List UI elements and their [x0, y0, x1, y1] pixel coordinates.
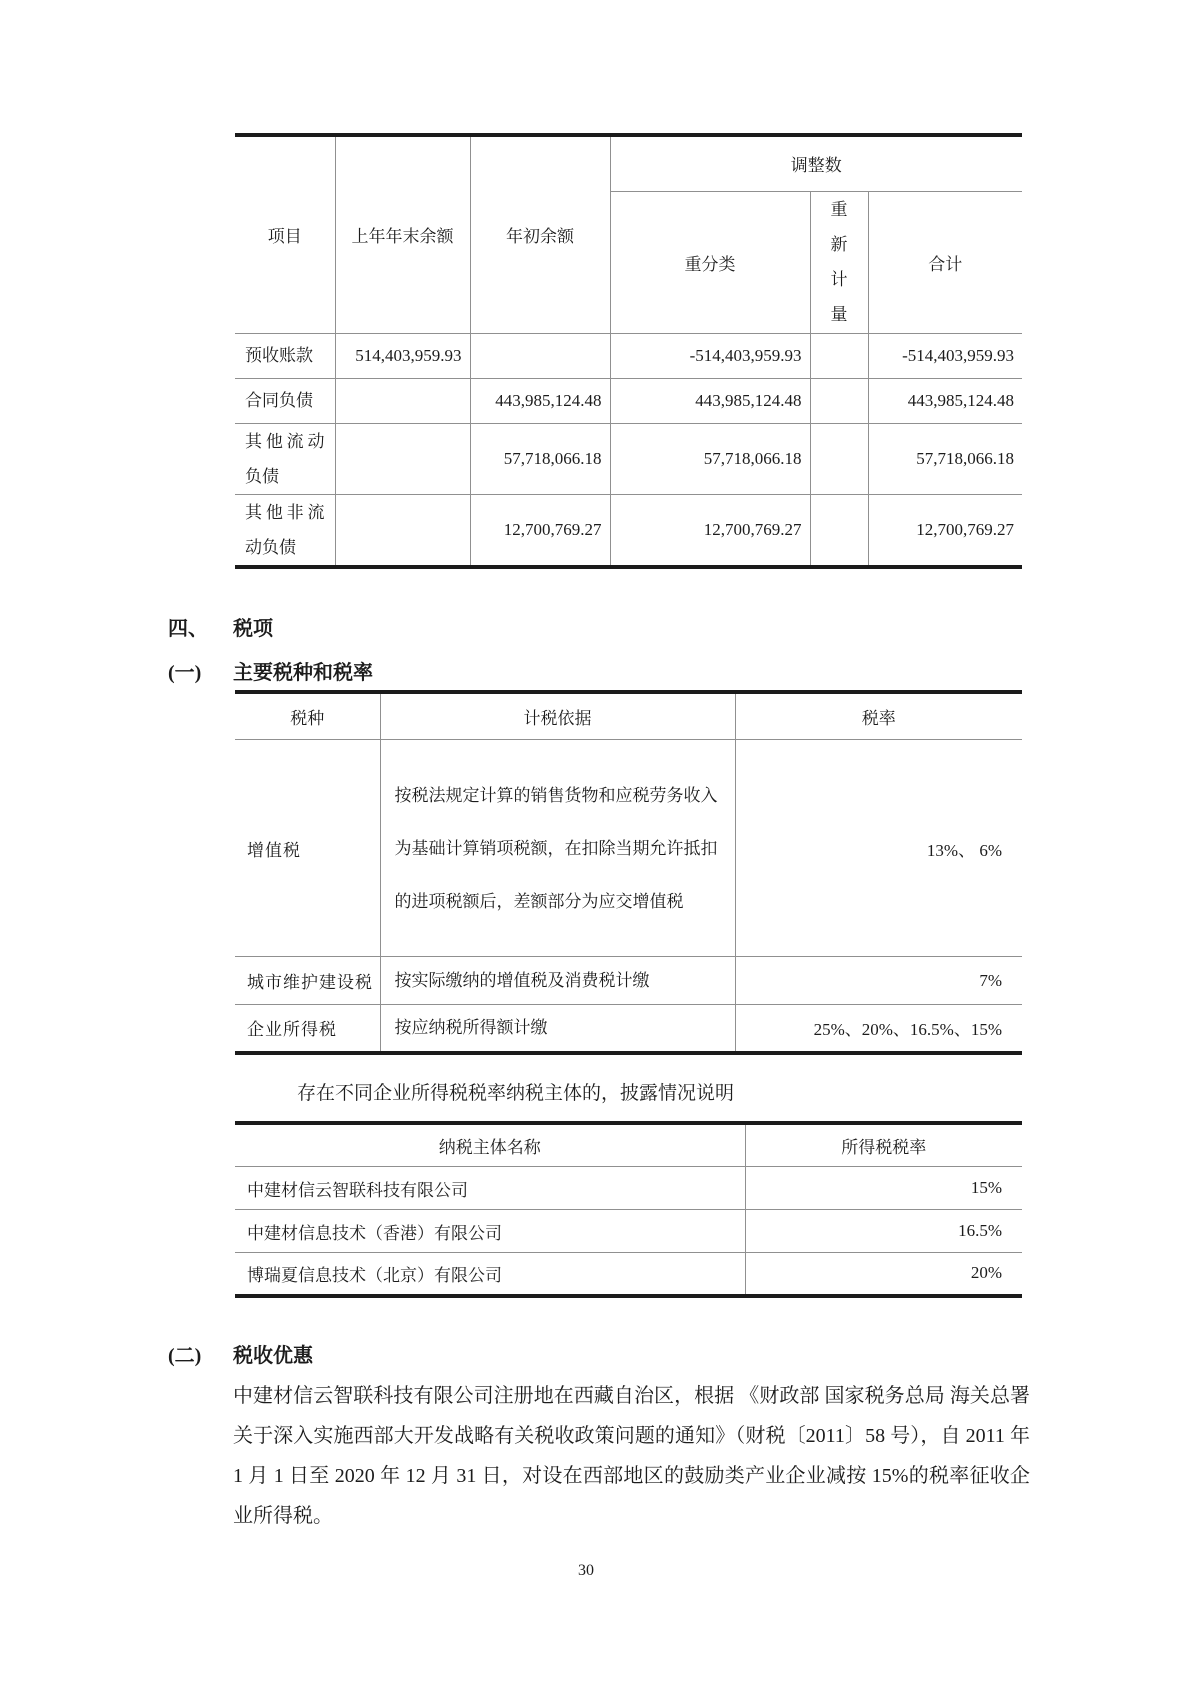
cell-entity-rate: 16.5% — [745, 1210, 1022, 1253]
cell-total: -514,403,959.93 — [868, 333, 1022, 378]
cell-tax-basis: 按实际缴纳的增值税及消费税计缴 — [380, 957, 735, 1005]
cell-prev — [335, 378, 470, 423]
col-header-adjustment: 调整数 — [610, 135, 1022, 191]
cell-item: 其他非流动负债 — [235, 494, 335, 567]
cell-item: 其他流动负债 — [235, 423, 335, 494]
subsection-heading-main-taxes — [150, 659, 1022, 687]
cell-prev — [335, 423, 470, 494]
cell-prev: 514,403,959.93 — [335, 333, 470, 378]
cell-reclass: 57,718,066.18 — [610, 423, 810, 494]
table-row — [235, 494, 1022, 567]
section-number: 四、 — [168, 617, 208, 640]
subsection-number: (一) — [168, 661, 202, 684]
section-heading-taxes — [150, 615, 1022, 643]
cell-tax-type: 增值税 — [235, 740, 380, 957]
col-header-tax-rate: 税率 — [735, 692, 1022, 740]
col-header-tax-basis: 计税依据 — [380, 692, 735, 740]
table-row — [235, 1005, 1022, 1053]
cell-entity-name: 中建材信息技术（香港）有限公司 — [235, 1210, 745, 1253]
col-header-tax-type: 税种 — [235, 692, 380, 740]
cell-tax-rate: 7% — [735, 957, 1022, 1005]
cell-entity-rate: 20% — [745, 1253, 1022, 1296]
cell-entity-name: 中建材信云智联科技有限公司 — [235, 1167, 745, 1210]
cell-total: 12,700,769.27 — [868, 494, 1022, 567]
cell-remeasure — [810, 333, 868, 378]
cell-tax-type: 企业所得税 — [235, 1005, 380, 1053]
cell-begin: 12,700,769.27 — [470, 494, 610, 567]
cell-begin — [470, 333, 610, 378]
cell-remeasure — [810, 378, 868, 423]
col-header-total: 合计 — [868, 191, 1022, 333]
cell-tax-rate: 13%、 6% — [735, 740, 1022, 957]
col-header-entity-name: 纳税主体名称 — [235, 1123, 745, 1167]
table-header-row — [235, 692, 1022, 740]
cell-reclass: 12,700,769.27 — [610, 494, 810, 567]
page-number: 30 — [578, 1561, 594, 1579]
entity-disclosure-note: 存在不同企业所得税税率纳税主体的，披露情况说明 — [297, 1082, 735, 1104]
cell-entity-name: 博瑞夏信息技术（北京）有限公司 — [235, 1253, 745, 1296]
table-row — [235, 1253, 1022, 1296]
cell-tax-basis: 按税法规定计算的销售货物和应税劳务收入为基础计算销项税额，在扣除当期允许抵扣的进项税额后，差额部分为应交增值税 — [380, 740, 735, 957]
cell-tax-type: 城市维护建设税 — [235, 957, 380, 1005]
adjustment-table — [235, 133, 1022, 569]
subsection-heading-tax-incentive — [150, 1342, 1022, 1370]
cell-total: 57,718,066.18 — [868, 423, 1022, 494]
cell-entity-rate: 15% — [745, 1167, 1022, 1210]
cell-item: 合同负债 — [235, 378, 335, 423]
col-header-reclass: 重分类 — [610, 191, 810, 333]
table-header-row — [235, 1123, 1022, 1167]
col-header-year-begin: 年初余额 — [470, 135, 610, 333]
cell-begin: 443,985,124.48 — [470, 378, 610, 423]
cell-begin: 57,718,066.18 — [470, 423, 610, 494]
subsection-title: 税收优惠 — [233, 1344, 313, 1367]
col-header-income-tax-rate: 所得税税率 — [745, 1123, 1022, 1167]
table-row — [235, 1210, 1022, 1253]
cell-item: 预收账款 — [235, 333, 335, 378]
tax-rate-table — [235, 690, 1022, 1055]
cell-remeasure — [810, 494, 868, 567]
taxpayer-entity-table — [235, 1121, 1022, 1298]
table-header-row — [235, 135, 1022, 191]
subsection-title: 主要税种和税率 — [233, 661, 373, 684]
cell-prev — [335, 494, 470, 567]
table-row — [235, 957, 1022, 1005]
cell-tax-basis: 按应纳税所得额计缴 — [380, 1005, 735, 1053]
cell-tax-rate: 25%、20%、16.5%、15% — [735, 1005, 1022, 1053]
table-row — [235, 1167, 1022, 1210]
table-row — [235, 740, 1022, 957]
table-row — [235, 378, 1022, 423]
tax-incentive-paragraph: 中建材信云智联科技有限公司注册地在西藏自治区，根据 《财政部 国家税务总局 海关总署 关于深入实施西部大开发战略有关税收政策问题的通知》（财税〔2011〕58 号），自 2011 年 1 月 1 日至 2020 年 12 月 31 日，对设在西部地区的鼓励类产业企业减按 15%的税率征收企业所得税。 — [233, 1384, 1030, 1527]
table-row — [235, 423, 1022, 494]
col-header-remeasure: 重新计量 — [810, 191, 868, 333]
subsection-number: (二) — [168, 1344, 202, 1367]
table-row — [235, 333, 1022, 378]
cell-reclass: -514,403,959.93 — [610, 333, 810, 378]
cell-remeasure — [810, 423, 868, 494]
cell-reclass: 443,985,124.48 — [610, 378, 810, 423]
section-title: 税项 — [233, 617, 273, 640]
col-header-prev-year-end: 上年年末余额 — [335, 135, 470, 333]
cell-total: 443,985,124.48 — [868, 378, 1022, 423]
col-header-item: 项目 — [235, 135, 335, 333]
